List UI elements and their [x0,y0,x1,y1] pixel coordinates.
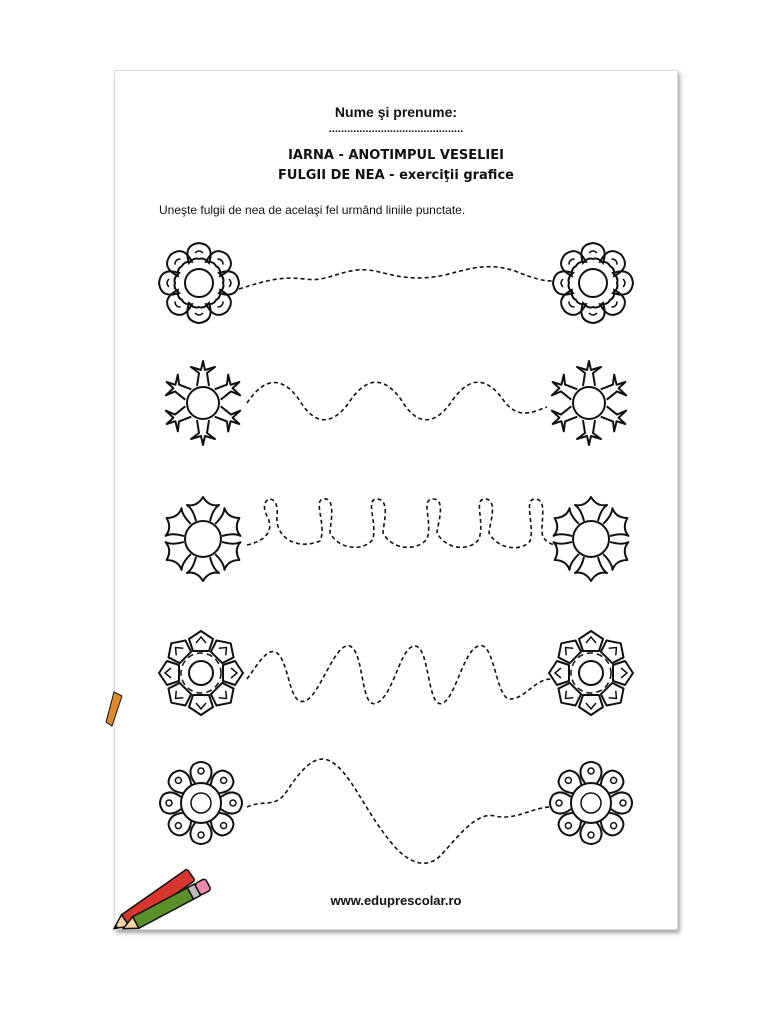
name-dotted-line: ............................................ [328,123,464,135]
website-footer: www.eduprescolar.ro [330,893,462,908]
dotted-line-row-5 [247,759,551,863]
exercise-artwork [115,71,677,929]
spiky-snowflake-icon-right [547,361,632,445]
worksheet-page [114,70,678,930]
dotted-line-row-4 [247,646,551,704]
crystal-snowflake-icon-left [159,631,243,715]
ornate-snowflake-icon-left [160,762,242,844]
worksheet-subtitle: FULGII DE NEA - exerciţii grafice [278,168,514,183]
dotted-line-row-1 [239,267,553,289]
dotted-line-row-3 [247,499,557,548]
round-petal-snowflake-icon-right [553,243,633,323]
dotted-line-row-2 [247,382,547,420]
crystal-snowflake-icon-right [549,631,633,715]
round-petal-snowflake-icon-left [159,243,239,323]
pencils-icon [100,860,220,940]
spiky-snowflake-icon-left [161,361,246,445]
crayon-icon [104,688,124,728]
name-label: Nume şi prenume: [334,104,458,120]
ornate-snowflake-icon-right [550,762,632,844]
worksheet-title: IARNA - ANOTIMPUL VESELIEI [288,148,504,163]
spiky-sun-snowflake-icon-right [547,497,636,581]
instruction-text: Uneşte fulgii de nea de acelaşi fel urmând liniile punctate. [159,203,466,217]
spiky-sun-snowflake-icon-left [159,497,248,581]
